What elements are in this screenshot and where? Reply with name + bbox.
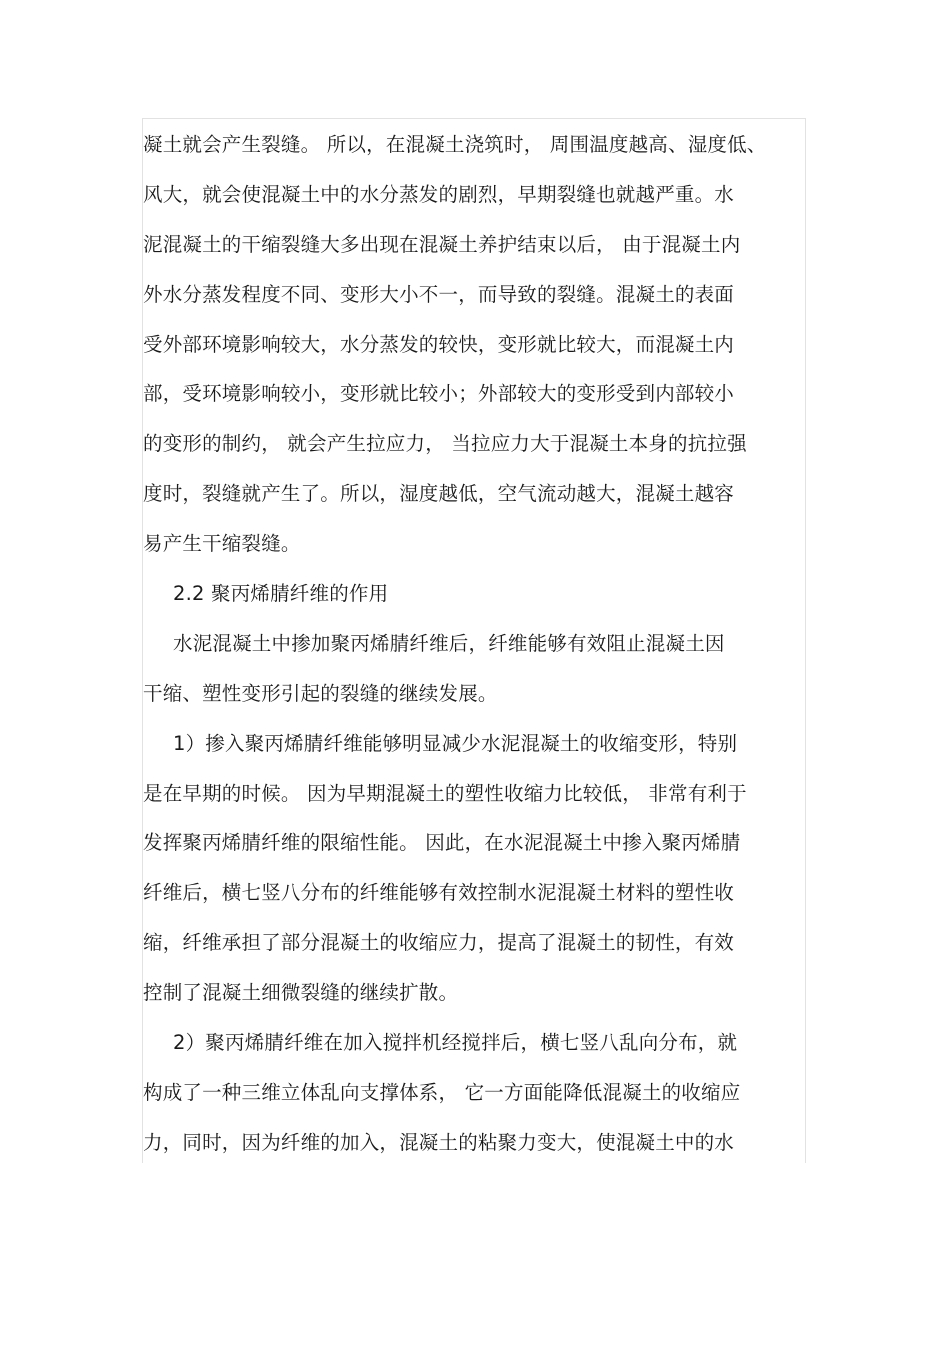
line-text: 部，受环境影响较小，变形就比较小；外部较大的变形受到内部较小 [143,382,735,406]
line-text: 度时，裂缝就产生了。所以，湿度越低，空气流动越大，混凝土越容 [143,482,735,506]
line-text: 2）聚丙烯腈纤维在加入搅拌机经搅拌后，横七竖八乱向分布，就 [173,1031,738,1055]
text-line [143,519,813,569]
line-text: 外水分蒸发程度不同、变形大小不一，而导致的裂缝。混凝土的表面 [143,282,735,306]
line-text: 干缩、塑性变形引起的裂缝的继续发展。 [143,681,498,705]
text-line [143,719,813,769]
text-line [143,769,813,819]
line-text: 力，同时，因为纤维的加入，混凝土的粘聚力变大，使混凝土中的水 [143,1130,735,1154]
text-line [143,918,813,968]
text-line [143,120,813,170]
text-line [143,868,813,918]
line-text: 风大，就会使混凝土中的水分蒸发的剧烈，早期裂缝也就越严重。水 [143,182,735,206]
text-line [143,369,813,419]
text-line [143,619,813,669]
line-text: 凝土就会产生裂缝。 所以，在混凝土浇筑时， 周围温度越高、湿度低、 [143,133,767,156]
line-text: 控制了混凝土细微裂缝的继续扩散。 [143,981,459,1005]
text-line [143,419,813,469]
line-text: 易产生干缩裂缝。 [143,532,301,556]
text-line [143,220,813,270]
line-text: 构成了一种三维立体乱向支撑体系， 它一方面能降低混凝土的收缩应 [143,1080,741,1104]
text-line [143,320,813,370]
line-text: 水泥混凝土中掺加聚丙烯腈纤维后，纤维能够有效阻止混凝土因 [173,631,725,655]
line-text: 纤维后，横七竖八分布的纤维能够有效控制水泥混凝土材料的塑性收 [143,881,735,905]
line-text: 发挥聚丙烯腈纤维的限缩性能。 因此，在水泥混凝土中掺入聚丙烯腈 [143,831,741,855]
line-text: 2.2 聚丙烯腈纤维的作用 [173,582,389,606]
text-line [143,569,813,619]
line-text: 的变形的制约， 就会产生拉应力， 当拉应力大于混凝土本身的抗拉强 [143,432,747,456]
text-line [143,1068,813,1118]
text-line [143,1118,813,1168]
document-body [143,120,813,1168]
text-line [143,270,813,320]
line-text: 受外部环境影响较大，水分蒸发的较快，变形就比较大，而混凝土内 [143,332,735,356]
line-text: 缩，纤维承担了部分混凝土的收缩应力，提高了混凝土的韧性，有效 [143,931,735,955]
text-line [143,669,813,719]
line-text: 是在早期的时候。 因为早期混凝土的塑性收缩力比较低， 非常有利于 [143,781,747,805]
text-line [143,968,813,1018]
text-line [143,1018,813,1068]
text-line [143,170,813,220]
line-text: 1）掺入聚丙烯腈纤维能够明显减少水泥混凝土的收缩变形，特别 [173,731,738,755]
text-line [143,818,813,868]
text-line [143,469,813,519]
line-text: 泥混凝土的干缩裂缝大多出现在混凝土养护结束以后， 由于混凝土内 [143,232,741,256]
